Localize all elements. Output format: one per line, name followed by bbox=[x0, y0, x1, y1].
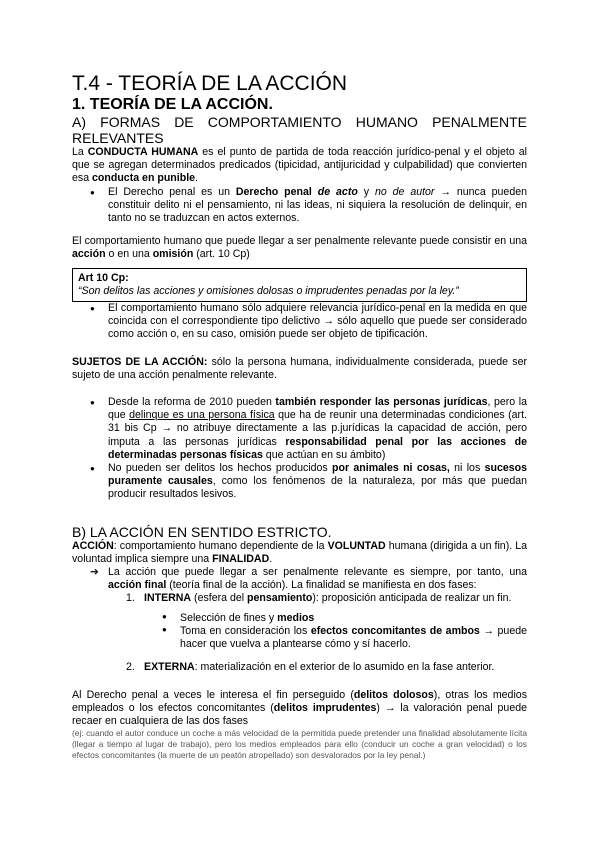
sub-bullet-efectos: ● Toma en consideración los efectos concomitantes de ambos → puede hacer que vuelva a plantearse cómo y sí hacerlo. bbox=[72, 625, 527, 651]
paragraph-sujetos: SUJETOS DE LA ACCIÓN: sólo la persona humana, individualmente considerada, puede ser sujeto de una acción penalmente relevante. bbox=[72, 355, 527, 381]
paragraph-accion-definicion: ACCIÓN: comportamiento humano dependiente de la VOLUNTAD humana (dirigida a un fin). La voluntad implica siempre una FINALIDAD. bbox=[72, 539, 527, 565]
arrow-accion-final: ➔ La acción que puede llegar a ser penalmente relevante es siempre, por tanto, una acción final (teoría final de la acción). La finalidad se manifiesta en dos fases: bbox=[90, 566, 527, 592]
sub-bullet-fines-medios: ● Selección de fines y medios bbox=[72, 612, 527, 625]
example-note: (ej: cuando el autor conduce un coche a más velocidad de la permitida puede pretender una finalidad absolutamente lícita (llegar a tiempo al lugar de trabajo), pero los medios empleados para ello (conducir un coche a gran velocidad) o los efectos concomitantes (la muerte de un peatón atropellado) son desvalorados por la ley penal.) bbox=[72, 728, 527, 761]
arrow-icon: ➔ bbox=[90, 566, 99, 579]
article-title: Art 10 Cp: bbox=[78, 271, 129, 284]
document-page bbox=[72, 72, 527, 761]
paragraph-fin-medios: Al Derecho penal a veces le interesa el fin perseguido (delitos dolosos), otras los medios empleados o los efectos concomitantes (delitos imprudentes) → la valoración penal puede recaer en cualquiera de las dos fases bbox=[72, 688, 528, 727]
bullet-animales-cosas: ● No pueden ser delitos los hechos producidos por animales ni cosas, ni los sucesos puramente causales, como los fenómenos de la naturaleza, por más que puedan producir resultados lesivos. bbox=[72, 462, 527, 502]
subsection-a-heading-line1: A) FORMAS DE COMPORTAMIENTO HUMANO PENALMENTE bbox=[72, 114, 527, 130]
bullet-derecho-penal-acto: ● El Derecho penal es un Derecho penal de acto y no de autor → nunca pueden constituir delito ni el pensamiento, ni las ideas, ni siquiera la resolución de delinquir, en tanto no se traduzcan en actos externos. bbox=[72, 186, 527, 226]
phase-externa: 2. EXTERNA: materialización en el exterior de lo asumido en la fase anterior. bbox=[126, 661, 495, 674]
phase-interna: 1. INTERNA (esfera del pensamiento): proposición anticipada de realizar un fin. bbox=[126, 592, 512, 605]
bullet-personas-juridicas: ● Desde la reforma de 2010 pueden también responder las personas jurídicas, pero la que delinque es una persona física que ha de reunir una determinadas condiciones (art. 31 bis Cp → no atribuye directamente a las p.jurídicas la capacidad de acción, pero imputa a las personas jurídicas responsabilidad penal por las acciones de determinadas personas físicas que actúan en su ámbito) bbox=[72, 396, 527, 462]
bullet-relevancia-tipo: ● El comportamiento humano sólo adquiere relevancia jurídico-penal en la medida en que coincida con el correspondiente tipo delictivo → sólo aquello que puede ser considerado como acción o, en su caso, omisión puede ser objeto de tipificación. bbox=[72, 302, 527, 342]
article-10-box bbox=[72, 268, 527, 302]
page-title: T.4 - TEORÍA DE LA ACCIÓN bbox=[72, 72, 348, 95]
paragraph-conducta-humana: La CONDUCTA HUMANA es el punto de partida de toda reacción jurídico-penal y el objeto al que se agregan determinados predicados (tipicidad, antijuricidad y culpabilidad) que convierten esa conducta en punible. bbox=[72, 146, 527, 185]
subsection-b-heading: B) LA ACCIÓN EN SENTIDO ESTRICTO. bbox=[72, 523, 332, 540]
section-heading-1: 1. TEORÍA DE LA ACCIÓN. bbox=[72, 96, 273, 113]
paragraph-accion-omision: El comportamiento humano que puede llegar a ser penalmente relevante puede consistir en una acción o en una omisión (art. 10 Cp) bbox=[72, 235, 527, 261]
article-quote: “Son delitos las acciones y omisiones dolosas o imprudentes penadas por la ley.” bbox=[78, 284, 459, 297]
subsection-a-heading-line2: RELEVANTES bbox=[72, 130, 164, 146]
